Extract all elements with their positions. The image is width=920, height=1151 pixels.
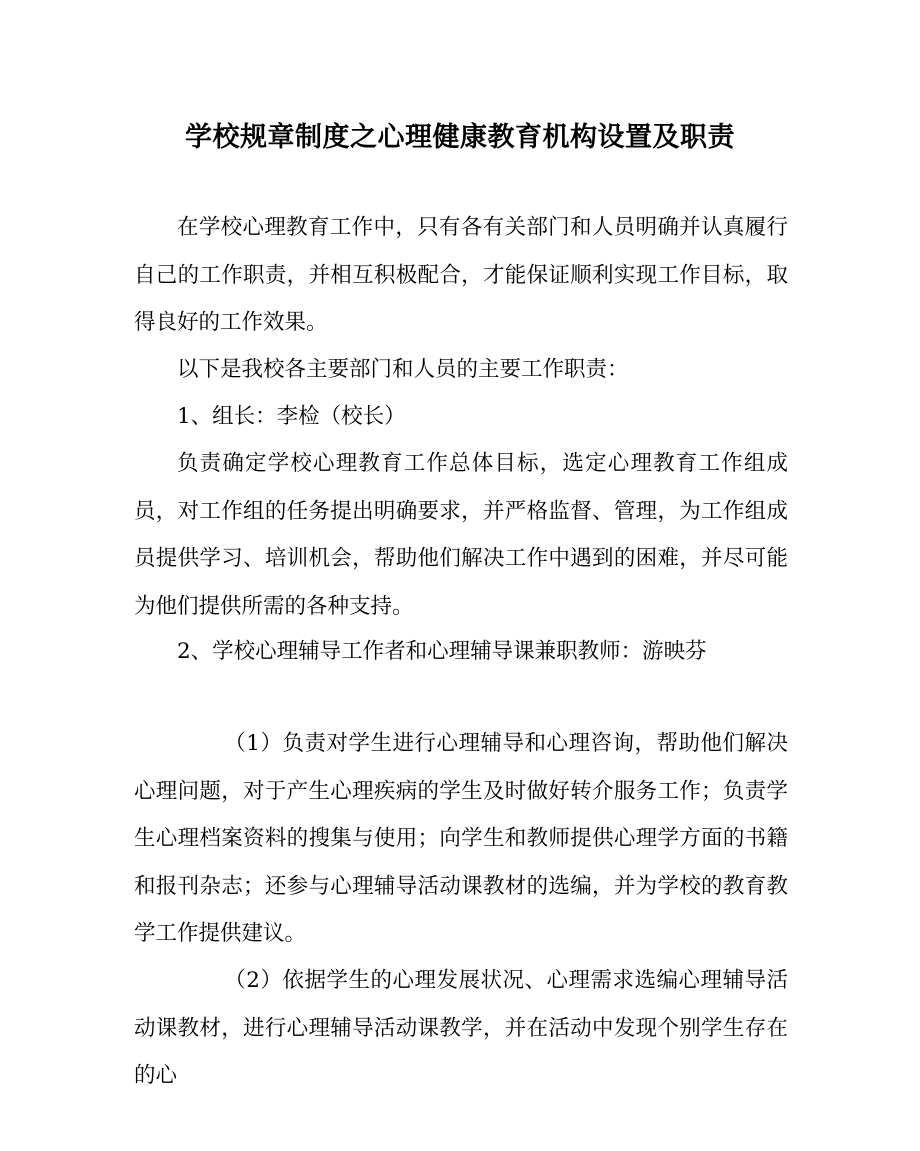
document-title: 学校规章制度之心理健康教育机构设置及职责 xyxy=(185,122,735,153)
paragraph-leader-duties: 负责确定学校心理教育工作总体目标，选定心理教育工作组成员，对工作组的任务提出明确要求，并严格监督、管理，为工作组成员提供学习、培训机会，帮助他们解决工作中遇到的困难，并尽可能为他们提供所需的各种支持。 xyxy=(134,451,788,619)
section-heading-leader: 1、组长：李检（校长） xyxy=(177,404,406,429)
paragraph-counselor-duty-2: （2）依据学生的心理发展状况、心理需求选编心理辅导活动课教材，进行心理辅导活动课教学，并在活动中发现个别学生存在的心 xyxy=(134,968,788,1088)
paragraph-intro: 在学校心理教育工作中，只有各有关部门和人员明确并认真履行自己的工作职责，并相互积极配合，才能保证顺利实现工作目标，取得良好的工作效果。 xyxy=(134,215,788,335)
section-heading-counselor: 2、学校心理辅导工作者和心理辅导课兼职教师：游映芬 xyxy=(177,639,707,664)
paragraph-counselor-duty-1: （1）负责对学生进行心理辅导和心理咨询，帮助他们解决心理问题，对于产生心理疾病的学生及时做好转介服务工作；负责学生心理档案资料的搜集与使用；向学生和教师提供心理学方面的书籍和报刊杂志；还参与心理辅导活动课教材的选编，并为学校的教育教学工作提供建议。 xyxy=(134,731,788,946)
paragraph-list-intro: 以下是我校各主要部门和人员的主要工作职责： xyxy=(177,357,629,382)
